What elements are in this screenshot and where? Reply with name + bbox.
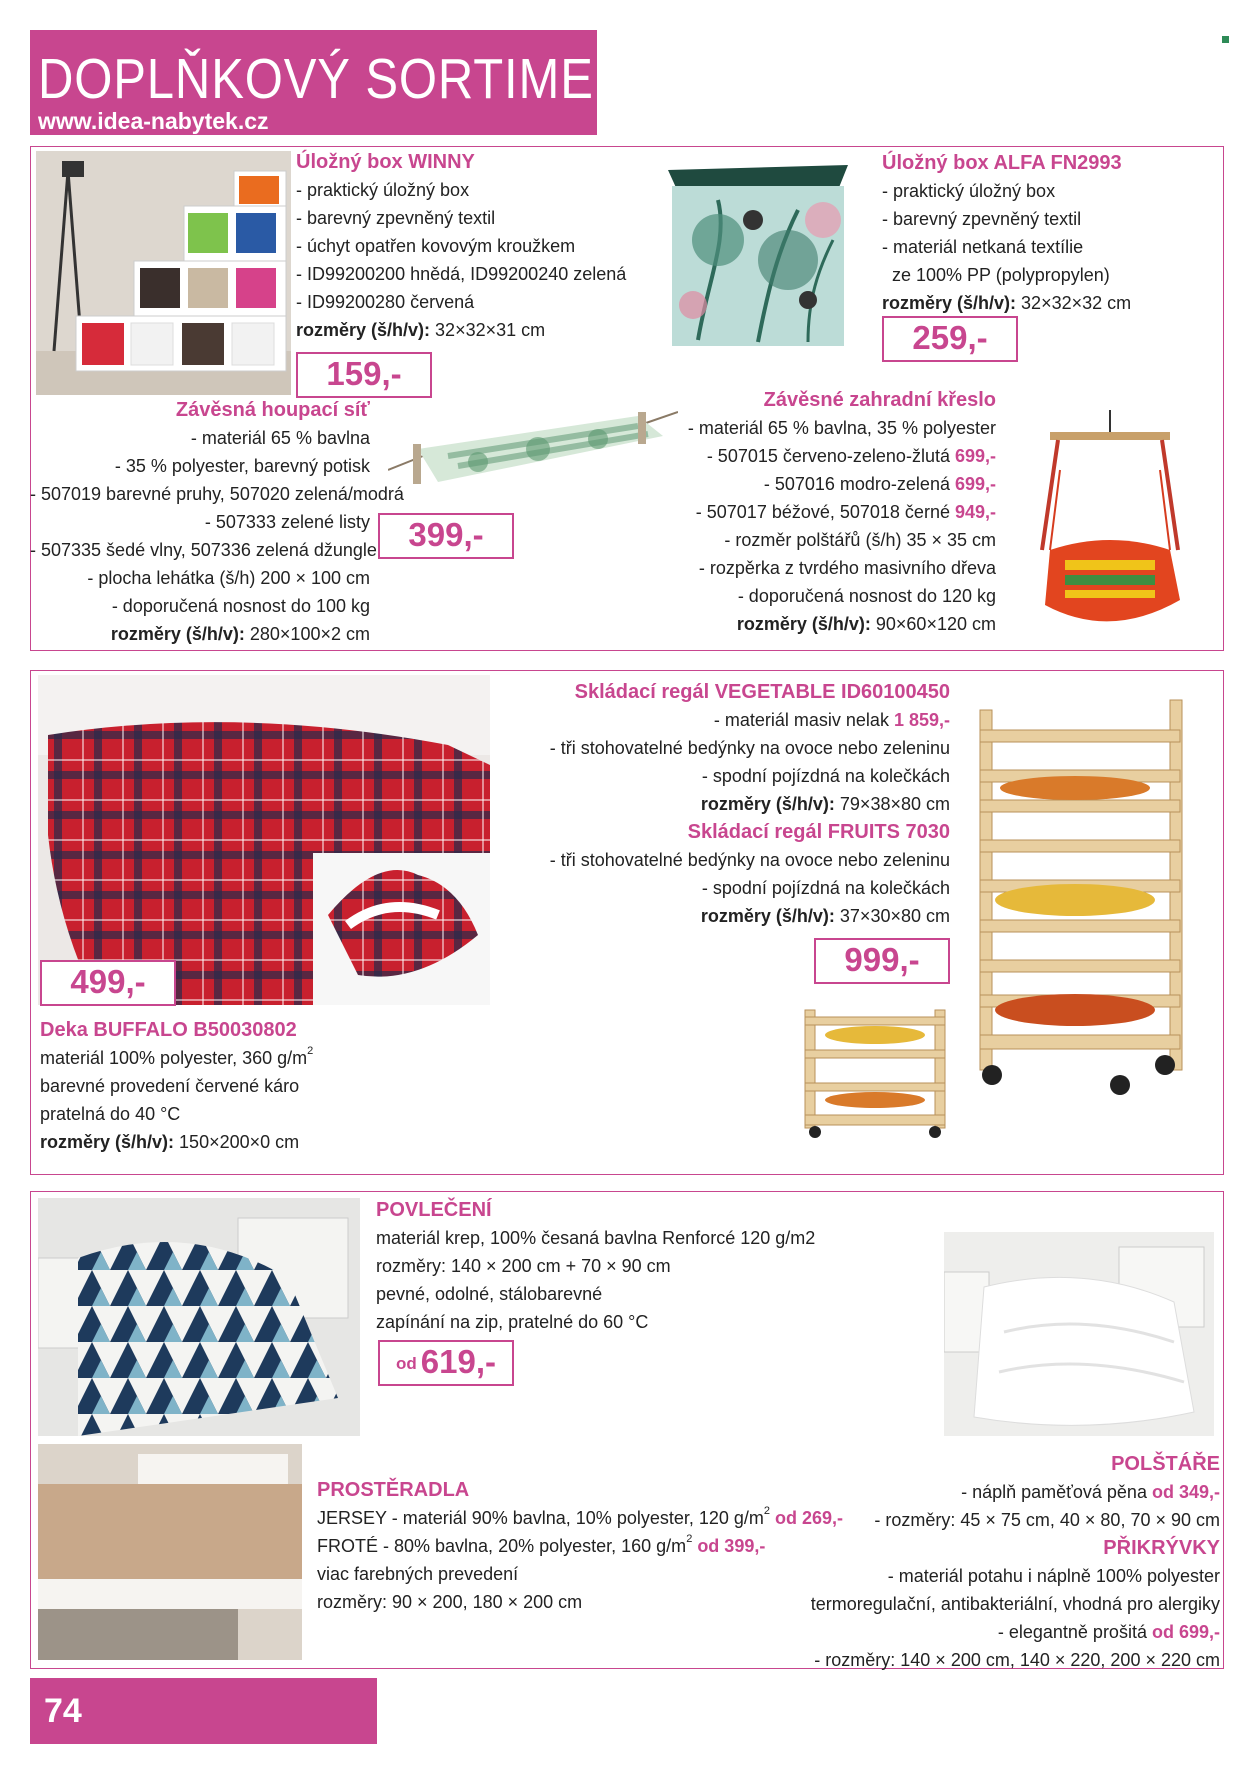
chair-dims-value: 90×60×120 cm [870, 614, 996, 634]
prosteradla-frote-sup: 2 [686, 1533, 693, 1545]
alfa-block [882, 149, 1131, 317]
prikryvky-title: PŘIKRÝVKY [1103, 1537, 1220, 1559]
chair-block [640, 386, 996, 638]
hammock-line: - 507335 šedé vlny, 507336 zelená džungle [30, 540, 377, 560]
fruits-dims-label: rozměry (š/h/v): [700, 906, 835, 926]
vegetable-line: - tři stohovatelné bedýnky na ovoce nebo zeleninu [549, 738, 950, 758]
prikryvky-line: - elegantně prošitá [997, 1622, 1152, 1642]
vegetable-line: - materiál masiv nelak [713, 710, 894, 730]
buffalo-price: 499,- [40, 960, 176, 1006]
povleceni-image [38, 1198, 360, 1436]
buffalo-title: Deka BUFFALO B50030802 [40, 1019, 297, 1041]
hammock-price: 399,- [378, 513, 514, 559]
povleceni-title: POVLEČENÍ [376, 1199, 492, 1221]
prikryvky-line: - rozměry: 140 × 200 cm, 140 × 220, 200 × 220 cm [814, 1650, 1220, 1670]
buffalo-dims-value: 150×200×0 cm [174, 1132, 300, 1152]
hammock-block [30, 396, 404, 648]
chair-title: Závěsné zahradní křeslo [763, 389, 996, 411]
winny-line: - barevný zpevněný textil [296, 208, 496, 228]
winny-line: - ID99200200 hnědá, ID99200240 zelená [296, 264, 627, 284]
fruits-shelf-image [800, 1005, 950, 1140]
hammock-line: - 35 % polyester, barevný potisk [114, 456, 370, 476]
hammock-image [388, 404, 678, 514]
chair-line: - materiál 65 % bavlna, 35 % polyester [687, 418, 996, 438]
prikryvky-price: od 699,- [1151, 1622, 1220, 1642]
chair-line: - doporučená nosnost do 120 kg [737, 586, 996, 606]
prosteradla-frote-price: od 399,- [692, 1536, 766, 1556]
chair-variant-1: - 507015 červeno-zeleno-žlutá [706, 446, 955, 466]
hammock-line: - plocha lehátka (š/h) 200 × 100 cm [87, 568, 370, 588]
buffalo-line-sup: 2 [307, 1045, 314, 1057]
vegetable-line: - spodní pojízdná na kolečkách [701, 766, 950, 786]
hammock-line: - 507333 zelené listy [204, 512, 370, 532]
winny-title: Úložný box WINNY [296, 151, 475, 173]
povleceni-block [376, 1196, 815, 1336]
polstare-title: POLŠTÁŘE [1111, 1453, 1220, 1475]
winny-shelf-image [36, 151, 291, 395]
polstare-line: - rozměry: 45 × 75 cm, 40 × 80, 70 × 90 cm [874, 1510, 1220, 1530]
alfa-line: ze 100% PP (polypropylen) [892, 265, 1110, 285]
hammock-dims-value: 280×100×2 cm [244, 624, 370, 644]
povleceni-price [378, 1340, 514, 1386]
buffalo-block [40, 1016, 313, 1156]
vegetable-block [540, 678, 950, 930]
povleceni-line: pevné, odolné, stálobarevné [376, 1284, 603, 1304]
winny-line: - praktický úložný box [296, 180, 470, 200]
website-link[interactable]: www.idea-nabytek.cz [38, 108, 269, 134]
alfa-line: - barevný zpevněný textil [882, 209, 1082, 229]
winny-price: 159,- [296, 352, 432, 398]
winny-line: - ID99200280 červená [296, 292, 475, 312]
prosteradla-block [317, 1476, 843, 1616]
prikryvky-line: - materiál potahu i náplně 100% polyester [887, 1566, 1220, 1586]
chair-line: - rozměr polštářů (š/h) 35 × 35 cm [724, 530, 996, 550]
page-number: 74 [30, 1678, 377, 1744]
fruits-line: - spodní pojízdná na kolečkách [701, 878, 950, 898]
prosteradla-frote: FROTÉ - 80% bavlna, 20% polyester, 160 g/m [317, 1536, 687, 1556]
prosteradla-jersey: JERSEY - materiál 90% bavlna, 10% polyester, 120 g/m [317, 1508, 764, 1528]
fruits-dims-value: 37×30×80 cm [834, 906, 950, 926]
hammock-dims-label: rozměry (š/h/v): [110, 624, 245, 644]
alfa-dims-value: 32×32×32 cm [1016, 293, 1132, 313]
vegetable-shelf-image [970, 690, 1195, 1105]
alfa-dims-label: rozměry (š/h/v): [882, 293, 1017, 313]
prosteradla-image [38, 1444, 302, 1660]
povleceni-line: materiál krep, 100% česaná bavlna Renforcé 120 g/m2 [376, 1228, 816, 1248]
chair-variant-3: - 507017 béžové, 507018 černé [695, 502, 955, 522]
winny-block [296, 148, 626, 344]
vegetable-dims-label: rozměry (š/h/v): [700, 794, 835, 814]
chair-variant-2: - 507016 modro-zelená [763, 474, 955, 494]
alfa-line: - praktický úložný box [882, 181, 1056, 201]
chair-price-2: 699,- [954, 474, 996, 494]
chair-dims-label: rozměry (š/h/v): [736, 614, 871, 634]
polstare-price: od 349,- [1151, 1482, 1220, 1502]
vegetable-dims-value: 79×38×80 cm [834, 794, 950, 814]
hammock-line: - doporučená nosnost do 100 kg [111, 596, 370, 616]
chair-price-3: 949,- [954, 502, 996, 522]
prosteradla-title: PROSTĚRADLA [317, 1479, 470, 1501]
alfa-title: Úložný box ALFA FN2993 [882, 152, 1122, 174]
buffalo-dims-label: rozměry (š/h/v): [40, 1132, 175, 1152]
vegetable-title: Skládací regál VEGETABLE ID60100450 [574, 681, 950, 703]
prikryvky-image [944, 1232, 1214, 1436]
fruits-line: - tři stohovatelné bedýnky na ovoce nebo zeleninu [549, 850, 950, 870]
povleceni-price-prefix: od [396, 1354, 417, 1374]
header-banner [30, 30, 661, 135]
buffalo-line: barevné provedení červené káro [40, 1076, 300, 1096]
prikryvky-line: termoregulační, antibakteriální, vhodná pro alergiky [810, 1594, 1220, 1614]
povleceni-price-value: 619,- [420, 1343, 496, 1380]
prosteradla-line: viac farebných prevedení [317, 1564, 519, 1584]
winny-line: - úchyt opatřen kovovým kroužkem [296, 236, 576, 256]
hammock-line: - 507019 barevné pruhy, 507020 zelená/modrá [30, 484, 404, 504]
prosteradla-jersey-price: od 269,- [770, 1508, 844, 1528]
prosteradla-line: rozměry: 90 × 200, 180 × 200 cm [317, 1592, 583, 1612]
prosteradla-jersey-sup: 2 [763, 1505, 771, 1517]
hammock-title: Závěsná houpací síť [175, 399, 370, 421]
alfa-box-image [658, 160, 858, 350]
winny-dims-label: rozměry (š/h/v): [296, 320, 431, 340]
povleceni-line: rozměry: 140 × 200 cm + 70 × 90 cm [376, 1256, 671, 1276]
chair-price-1: 699,- [954, 446, 996, 466]
vegetable-price: 1 859,- [893, 710, 950, 730]
corner-mark [1222, 36, 1229, 43]
buffalo-line: pratelná do 40 °C [40, 1104, 181, 1124]
chair-image [1030, 410, 1190, 632]
alfa-price: 259,- [882, 316, 1018, 362]
buffalo-blanket-image [38, 675, 490, 1005]
alfa-line: - materiál netkaná textílie [882, 237, 1084, 257]
fruits-price: 999,- [814, 938, 950, 984]
polstare-prikryvky-block [800, 1450, 1220, 1674]
fruits-title: Skládací regál FRUITS 7030 [687, 821, 950, 843]
povleceni-line: zapínání na zip, pratelné do 60 °C [376, 1312, 649, 1332]
buffalo-line: materiál 100% polyester, 360 g/m [40, 1048, 308, 1068]
chair-line: - rozpěrka z tvrdého masivního dřeva [698, 558, 996, 578]
hammock-line: - materiál 65 % bavlna [190, 428, 370, 448]
winny-dims-value: 32×32×31 cm [430, 320, 546, 340]
polstare-line: - náplň paměťová pěna [961, 1482, 1152, 1502]
page-title: DOPLŇKOVÝ SORTIMENT [38, 47, 661, 111]
